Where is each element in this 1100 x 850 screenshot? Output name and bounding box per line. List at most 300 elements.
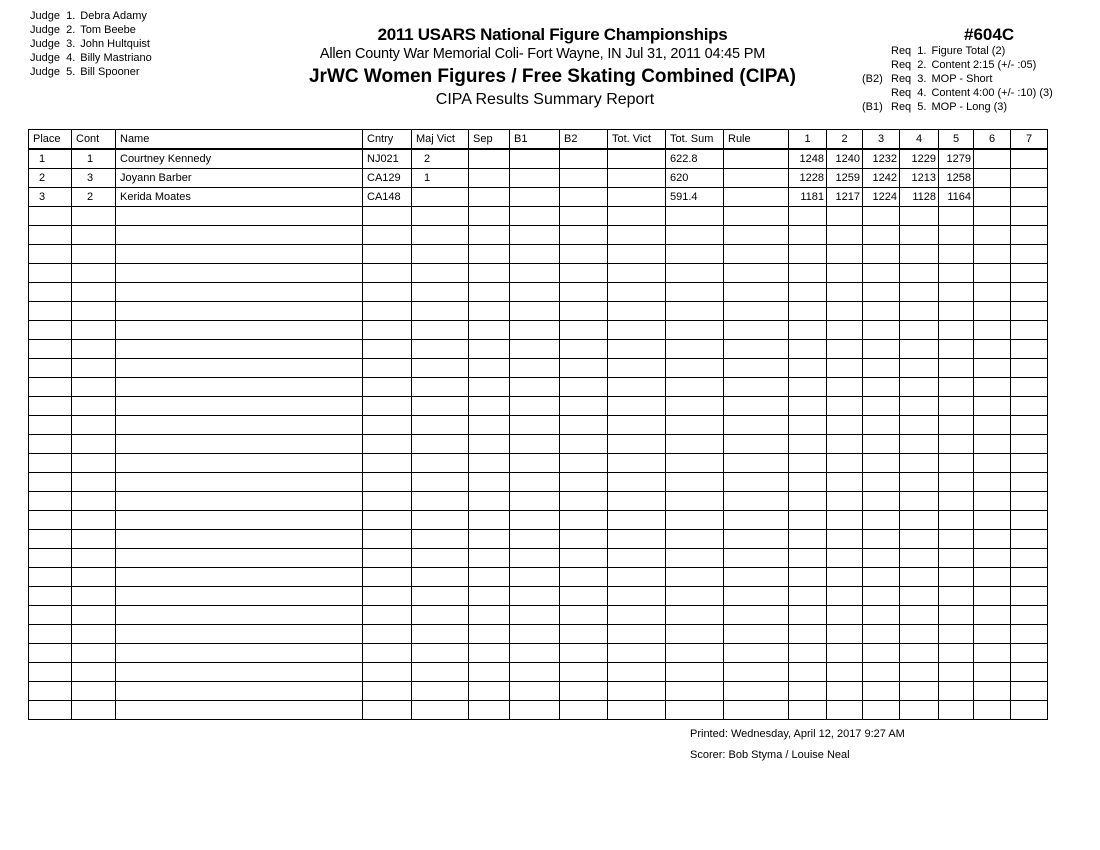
table-cell (29, 359, 72, 378)
table-cell (363, 321, 412, 340)
table-cell (789, 245, 827, 264)
table-cell (72, 397, 116, 416)
table-cell (72, 663, 116, 682)
table-row (29, 321, 1048, 340)
table-cell (116, 397, 363, 416)
table-cell (363, 492, 412, 511)
table-cell (363, 264, 412, 283)
table-cell (863, 435, 900, 454)
table-cell (974, 302, 1011, 321)
table-cell (72, 321, 116, 340)
table-cell (863, 473, 900, 492)
table-cell (510, 340, 560, 359)
table-cell (116, 492, 363, 511)
requirement-text: Content 4:00 (+/- :10) (3) (931, 87, 1053, 99)
table-cell (789, 454, 827, 473)
table-cell (608, 511, 666, 530)
table-cell (363, 416, 412, 435)
table-cell (412, 245, 469, 264)
table-cell (1011, 625, 1048, 644)
table-cell (363, 644, 412, 663)
table-cell (666, 283, 724, 302)
table-cell (560, 416, 608, 435)
table-row (29, 644, 1048, 663)
table-cell (939, 340, 974, 359)
table-row (29, 416, 1048, 435)
table-cell (789, 435, 827, 454)
table-cell (560, 359, 608, 378)
table-cell (974, 587, 1011, 606)
table-row (29, 397, 1048, 416)
table-cell (789, 264, 827, 283)
table-cell (789, 625, 827, 644)
table-cell: 591.4 (666, 188, 724, 207)
table-cell (412, 435, 469, 454)
table-cell (900, 226, 939, 245)
table-cell (863, 397, 900, 416)
table-cell (939, 492, 974, 511)
table-cell (724, 226, 789, 245)
table-cell (863, 378, 900, 397)
table-cell (510, 435, 560, 454)
table-cell (560, 340, 608, 359)
table-cell (116, 359, 363, 378)
table-cell (939, 625, 974, 644)
table-cell (1011, 321, 1048, 340)
table-cell (863, 625, 900, 644)
table-cell (666, 397, 724, 416)
table-cell (412, 321, 469, 340)
table-cell (724, 416, 789, 435)
table-cell (412, 340, 469, 359)
table-cell: 620 (666, 169, 724, 188)
table-cell (1011, 663, 1048, 682)
table-cell (789, 397, 827, 416)
table-cell (469, 207, 510, 226)
table-cell (560, 644, 608, 663)
table-cell (724, 340, 789, 359)
table-cell (900, 492, 939, 511)
table-cell (1011, 416, 1048, 435)
table-cell (789, 549, 827, 568)
table-cell (72, 682, 116, 701)
table-cell (72, 473, 116, 492)
table-cell (116, 321, 363, 340)
table-cell (789, 511, 827, 530)
table-cell (974, 549, 1011, 568)
table-cell (974, 530, 1011, 549)
table-cell (29, 207, 72, 226)
table-cell (608, 625, 666, 644)
table-cell (510, 416, 560, 435)
table-cell (560, 378, 608, 397)
table-cell (789, 587, 827, 606)
column-header: Cont (72, 130, 116, 150)
table-cell (469, 644, 510, 663)
table-cell (666, 207, 724, 226)
table-cell (900, 435, 939, 454)
table-cell (469, 530, 510, 549)
column-header: B2 (560, 130, 608, 150)
table-cell (1011, 359, 1048, 378)
table-cell (29, 568, 72, 587)
table-cell (939, 397, 974, 416)
table-cell (789, 682, 827, 701)
table-cell (900, 264, 939, 283)
table-cell (1011, 473, 1048, 492)
table-cell (666, 340, 724, 359)
table-cell (974, 492, 1011, 511)
table-cell (724, 188, 789, 207)
table-cell (412, 682, 469, 701)
column-header: 7 (1011, 130, 1048, 150)
table-cell (863, 207, 900, 226)
table-cell (789, 321, 827, 340)
table-cell (789, 530, 827, 549)
table-cell (1011, 226, 1048, 245)
table-cell (666, 245, 724, 264)
table-cell (939, 663, 974, 682)
table-cell (363, 359, 412, 378)
judge-name: Billy Mastriano (80, 52, 152, 64)
table-cell (72, 283, 116, 302)
table-cell (666, 511, 724, 530)
table-cell: 1217 (827, 188, 863, 207)
table-cell (510, 207, 560, 226)
table-cell (412, 378, 469, 397)
table-cell (363, 226, 412, 245)
table-cell (827, 682, 863, 701)
requirement-entry (862, 86, 1053, 100)
table-cell (412, 264, 469, 283)
table-row (29, 473, 1048, 492)
table-cell (510, 397, 560, 416)
requirement-prefix: (B2) (862, 73, 883, 85)
table-cell (469, 321, 510, 340)
table-cell (827, 663, 863, 682)
table-cell (724, 511, 789, 530)
table-cell (469, 264, 510, 283)
table-cell (666, 549, 724, 568)
table-cell (560, 188, 608, 207)
table-cell (363, 435, 412, 454)
table-cell (666, 587, 724, 606)
table-cell (724, 492, 789, 511)
table-cell (608, 644, 666, 663)
scorer-names: Scorer: Bob Styma / Louise Neal (690, 749, 850, 761)
table-cell (789, 226, 827, 245)
table-cell (412, 359, 469, 378)
table-cell (72, 568, 116, 587)
table-row (29, 587, 1048, 606)
table-cell (939, 207, 974, 226)
table-cell (827, 397, 863, 416)
table-cell (29, 511, 72, 530)
table-cell (1011, 188, 1048, 207)
table-cell (29, 606, 72, 625)
table-cell (827, 226, 863, 245)
requirement-text: MOP - Long (3) (931, 101, 1008, 113)
table-cell (608, 397, 666, 416)
table-cell (608, 549, 666, 568)
requirement-text: MOP - Short (931, 73, 993, 85)
table-cell (72, 454, 116, 473)
column-header: Sep (469, 130, 510, 150)
table-cell (412, 701, 469, 720)
table-cell (608, 340, 666, 359)
table-cell (900, 359, 939, 378)
table-cell (789, 359, 827, 378)
table-cell (29, 245, 72, 264)
table-cell (560, 473, 608, 492)
table-cell (608, 264, 666, 283)
table-row (29, 568, 1048, 587)
table-row (29, 264, 1048, 283)
table-cell (72, 359, 116, 378)
table-cell (863, 359, 900, 378)
table-cell (510, 188, 560, 207)
table-cell (412, 207, 469, 226)
table-cell (72, 226, 116, 245)
table-cell (789, 701, 827, 720)
table-cell (510, 378, 560, 397)
table-cell (939, 321, 974, 340)
table-cell (608, 492, 666, 511)
table-cell: Courtney Kennedy (116, 149, 363, 169)
table-cell (863, 644, 900, 663)
table-cell (724, 606, 789, 625)
table-cell (863, 245, 900, 264)
table-cell (116, 606, 363, 625)
table-cell (510, 473, 560, 492)
table-cell (560, 492, 608, 511)
table-cell (72, 492, 116, 511)
table-cell (863, 340, 900, 359)
table-cell (510, 245, 560, 264)
table-cell (827, 492, 863, 511)
table-cell (469, 188, 510, 207)
table-cell (29, 397, 72, 416)
column-header: 1 (789, 130, 827, 150)
table-cell (827, 587, 863, 606)
table-cell (72, 416, 116, 435)
table-cell (116, 416, 363, 435)
table-cell (560, 245, 608, 264)
table-cell (29, 340, 72, 359)
table-cell (789, 606, 827, 625)
table-cell (789, 644, 827, 663)
table-cell (900, 511, 939, 530)
table-row (29, 549, 1048, 568)
requirement-label: Req 1. (891, 45, 927, 57)
table-cell (789, 473, 827, 492)
table-cell (72, 340, 116, 359)
table-cell: 1229 (900, 149, 939, 169)
table-cell (412, 549, 469, 568)
table-cell (412, 568, 469, 587)
table-cell (560, 264, 608, 283)
table-cell (939, 473, 974, 492)
table-cell (116, 340, 363, 359)
table-cell (1011, 378, 1048, 397)
table-cell (29, 473, 72, 492)
table-cell (510, 226, 560, 245)
table-cell (1011, 511, 1048, 530)
table-cell (29, 701, 72, 720)
table-cell (974, 378, 1011, 397)
table-cell (72, 530, 116, 549)
judge-label: Judge 1. (30, 10, 76, 22)
table-cell (900, 606, 939, 625)
table-cell (412, 530, 469, 549)
table-cell (29, 587, 72, 606)
table-cell (827, 454, 863, 473)
table-cell (827, 321, 863, 340)
table-cell (469, 701, 510, 720)
table-cell (1011, 264, 1048, 283)
table-cell: 1 (412, 169, 469, 188)
judge-name: Debra Adamy (80, 10, 147, 22)
table-cell (724, 568, 789, 587)
table-cell: 1164 (939, 188, 974, 207)
table-cell (724, 701, 789, 720)
table-cell (863, 302, 900, 321)
table-cell (900, 416, 939, 435)
table-cell (724, 149, 789, 169)
table-cell (724, 625, 789, 644)
table-cell (560, 701, 608, 720)
judge-name: John Hultquist (80, 38, 150, 50)
table-cell (666, 492, 724, 511)
table-cell (363, 340, 412, 359)
table-cell (863, 587, 900, 606)
table-cell (116, 207, 363, 226)
table-cell (1011, 644, 1048, 663)
table-cell (469, 340, 510, 359)
table-cell (510, 169, 560, 188)
table-cell (412, 454, 469, 473)
table-cell (72, 644, 116, 663)
table-cell (510, 587, 560, 606)
table-cell (939, 682, 974, 701)
table-cell (1011, 340, 1048, 359)
table-cell (412, 606, 469, 625)
table-cell (469, 416, 510, 435)
table-cell (72, 264, 116, 283)
table-cell (469, 359, 510, 378)
table-cell (724, 283, 789, 302)
table-cell (789, 340, 827, 359)
table-cell (29, 644, 72, 663)
table-cell (469, 587, 510, 606)
table-cell (116, 454, 363, 473)
table-cell (510, 283, 560, 302)
table-cell (900, 321, 939, 340)
column-header: 2 (827, 130, 863, 150)
table-cell (608, 568, 666, 587)
requirement-prefix (862, 58, 891, 72)
table-cell (900, 302, 939, 321)
table-cell (363, 473, 412, 492)
table-cell: 1242 (863, 169, 900, 188)
table-row (29, 378, 1048, 397)
table-cell (863, 226, 900, 245)
table-cell (608, 245, 666, 264)
table-cell: 2 (29, 169, 72, 188)
table-cell: 1258 (939, 169, 974, 188)
table-cell: 1259 (827, 169, 863, 188)
table-cell (469, 606, 510, 625)
table-cell (469, 454, 510, 473)
table-cell (608, 416, 666, 435)
table-cell (724, 169, 789, 188)
table-cell (560, 149, 608, 169)
table-cell (412, 663, 469, 682)
table-cell (1011, 454, 1048, 473)
table-cell (469, 283, 510, 302)
table-row (29, 435, 1048, 454)
table-cell (560, 454, 608, 473)
table-cell (900, 549, 939, 568)
column-header: Tot. Vict (608, 130, 666, 150)
table-cell (974, 606, 1011, 625)
table-cell (974, 473, 1011, 492)
venue-line: Allen County War Memorial Coli- Fort Wayne, IN Jul 31, 2011 04:45 PM (319, 46, 766, 62)
table-cell (363, 302, 412, 321)
report-title: CIPA Results Summary Report (435, 91, 655, 108)
table-cell (863, 321, 900, 340)
table-cell (116, 568, 363, 587)
table-cell (666, 644, 724, 663)
table-cell (363, 625, 412, 644)
table-cell: 1 (72, 149, 116, 169)
table-cell (72, 378, 116, 397)
table-cell (939, 454, 974, 473)
requirement-entry (862, 44, 1053, 58)
table-cell (363, 663, 412, 682)
table-cell (827, 283, 863, 302)
table-cell (116, 701, 363, 720)
table-row (29, 207, 1048, 226)
table-cell (72, 435, 116, 454)
table-cell (29, 435, 72, 454)
table-row (29, 663, 1048, 682)
requirement-entry (862, 72, 1053, 86)
table-cell (974, 359, 1011, 378)
table-cell (666, 682, 724, 701)
table-cell (666, 606, 724, 625)
table-cell (666, 454, 724, 473)
column-header: 5 (939, 130, 974, 150)
table-cell (560, 530, 608, 549)
table-cell (827, 568, 863, 587)
table-cell (560, 625, 608, 644)
table-cell: 1248 (789, 149, 827, 169)
table-cell (974, 207, 1011, 226)
table-cell (1011, 568, 1048, 587)
table-cell (560, 397, 608, 416)
table-cell (789, 416, 827, 435)
table-cell (412, 283, 469, 302)
table-cell (974, 701, 1011, 720)
table-cell (608, 149, 666, 169)
table-cell (939, 435, 974, 454)
table-cell (560, 511, 608, 530)
table-cell (510, 302, 560, 321)
table-cell (412, 511, 469, 530)
table-cell (666, 302, 724, 321)
table-cell (863, 492, 900, 511)
